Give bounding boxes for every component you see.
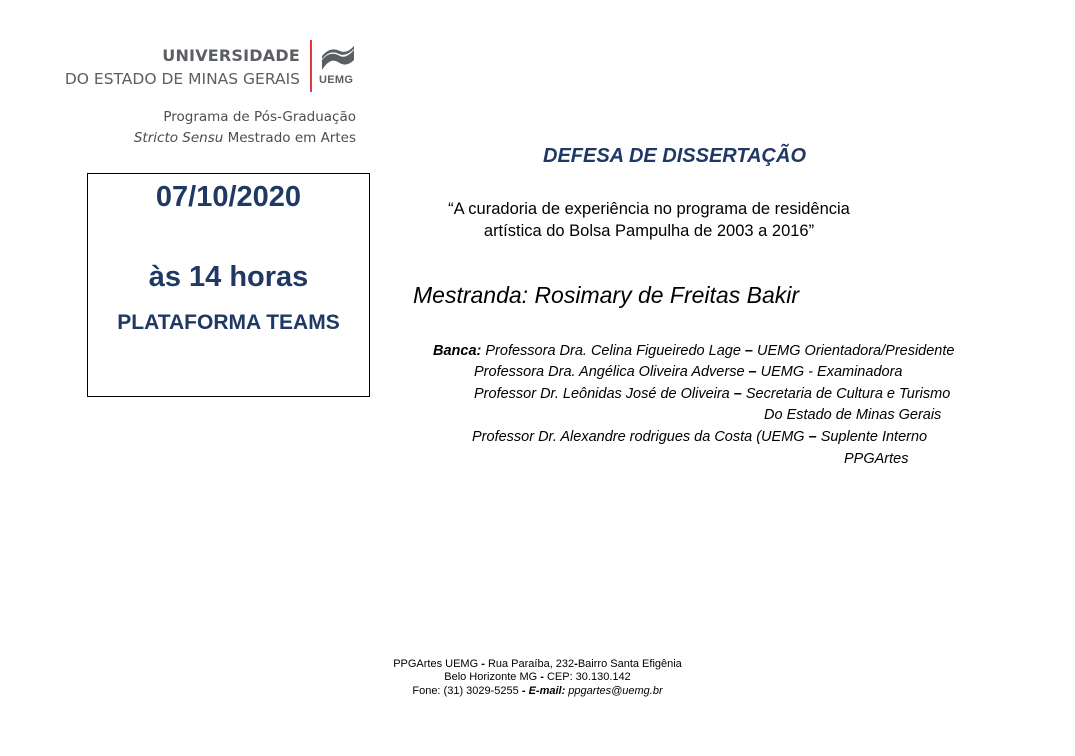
footer-phone: Fone: (31) 3029-5255 <box>412 685 519 697</box>
banca-member-4-role-cont: PPGArtes <box>844 451 909 467</box>
event-time: às 14 horas <box>148 261 309 293</box>
footer-address <box>0 658 1075 670</box>
thesis-title-line1: “A curadoria de experiência no programa de residência <box>448 200 850 218</box>
footer-city <box>0 671 1075 683</box>
member-name: Professor Dr. Alexandre rodrigues da Costa (UEMG <box>472 429 805 445</box>
member-separator: – <box>729 386 746 402</box>
banca-member-3 <box>474 386 950 402</box>
event-platform: PLATAFORMA TEAMS <box>117 311 340 334</box>
uemg-logo-icon <box>320 46 356 72</box>
banca-member-4 <box>472 429 927 445</box>
university-state: DO ESTADO DE MINAS GERAIS <box>64 70 300 88</box>
member-name: Professora Dra. Celina Figueiredo Lage <box>485 343 741 359</box>
university-name: UNIVERSIDADE <box>162 46 300 65</box>
member-role: Suplente Interno <box>820 429 928 445</box>
member-separator: – <box>744 364 761 380</box>
banca-member-2 <box>474 364 902 380</box>
logo-abbreviation: UEMG <box>319 74 354 86</box>
program-degree: Mestrado em Artes <box>223 130 356 146</box>
footer-separator: - <box>574 658 578 670</box>
footer-email[interactable]: ppgartes@uemg.br <box>565 685 663 697</box>
footer-neighborhood: Bairro Santa Efigênia <box>577 658 682 670</box>
footer-separator: - <box>518 685 529 697</box>
footer-separator: - <box>478 658 488 670</box>
banca-member-3-role-cont: Do Estado de Minas Gerais <box>764 407 942 423</box>
footer-street: Rua Paraíba, 232 <box>487 658 575 670</box>
student-name: Mestranda: Rosimary de Freitas Bakir <box>413 282 800 308</box>
defense-title: DEFESA DE DISSERTAÇÃO <box>543 145 806 167</box>
banca-member-1 <box>433 343 954 359</box>
footer-org: PPGArtes UEMG <box>393 658 479 670</box>
member-separator: – <box>804 429 821 445</box>
member-role: UEMG - Examinadora <box>760 364 903 380</box>
banca-label: Banca: <box>433 343 482 359</box>
member-name: Professor Dr. Leônidas José de Oliveira <box>474 386 730 402</box>
member-role: Secretaria de Cultura e Turismo <box>745 386 951 402</box>
footer-separator: - <box>537 671 547 683</box>
thesis-title-line2: artística do Bolsa Pampulha de 2003 a 2016” <box>483 222 815 240</box>
program-name: Programa de Pós-Graduação <box>163 109 356 125</box>
footer-city-name: Belo Horizonte MG <box>444 671 538 683</box>
footer-cep: CEP: 30.130.142 <box>546 671 631 683</box>
stricto-sensu: Stricto Sensu <box>133 130 224 146</box>
member-role: UEMG Orientadora/Presidente <box>757 343 955 359</box>
member-name: Professora Dra. Angélica Oliveira Adverse <box>474 364 745 380</box>
footer-email-label: E-mail: <box>528 685 566 697</box>
member-separator: – <box>740 343 758 359</box>
footer-contact <box>0 685 1075 697</box>
logo-divider <box>310 40 312 92</box>
program-type <box>80 130 356 146</box>
event-date: 07/10/2020 <box>155 181 302 213</box>
